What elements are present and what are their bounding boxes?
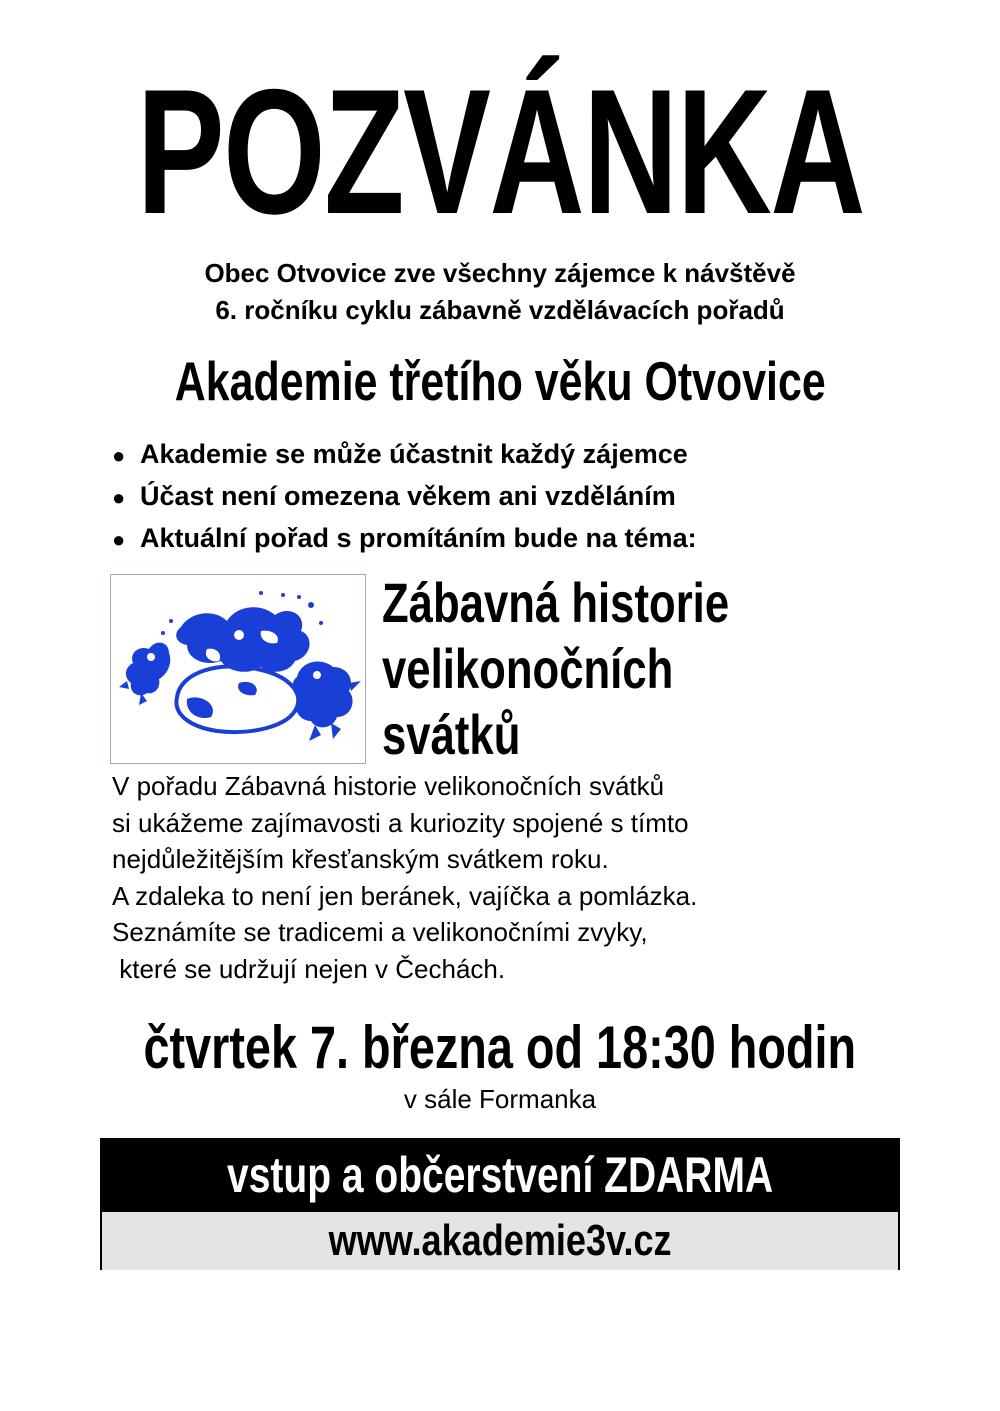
bullet-item [112,476,697,518]
bullet-dot-icon: ● [112,485,126,510]
admission-banner [102,1140,898,1210]
intro-line-2: 6. ročníku cyklu zábavně vzdělávacích pořadů [215,295,785,325]
bullet-list [112,434,697,560]
website-link[interactable]: www.akademie3v.cz [328,1216,672,1265]
intro-line-1: Obec Otvovice zve všechny zájemce k návštěvě [204,258,796,288]
bullet-item [112,434,697,476]
event-date-block [0,1015,1000,1081]
topic-heading [382,570,827,768]
topic-line-2: velikonočních [382,637,674,700]
title-block [0,52,1000,251]
page-title: POZVÁNKA [136,52,864,251]
topic-line-3: svátků [382,703,521,766]
topic-line-1: Zábavná historie [382,571,730,634]
event-date: čtvrtek 7. března od 18:30 hodin [143,1014,857,1081]
description-line: si ukážeme zajímavosti a kuriozity spojené s tímto [112,807,689,838]
footer-box [100,1138,900,1270]
event-venue: v sále Formanka [403,1084,597,1114]
description-line: A zdaleka to není jen beránek, vajíčka a pomlázka. [112,880,698,911]
website-banner [102,1210,898,1270]
intro-text [0,255,1000,329]
academy-heading: Akademie třetího věku Otvovice [174,350,826,412]
bullet-text: Aktuální pořad s promítáním bude na téma: [140,523,697,553]
bullet-item [112,518,697,560]
easter-chicks-icon [111,575,365,763]
bullet-dot-icon: ● [112,443,126,468]
description-line: Seznámíte se tradicemi a velikonočními zvyky, [112,917,648,947]
description-line: nejdůležitějším křesťanským svátkem roku. [112,844,609,874]
bullet-dot-icon: ● [112,527,126,552]
description [112,768,697,987]
bullet-text: Akademie se může účastnit každý zájemce [140,439,688,469]
academy-heading-block [0,350,1000,412]
description-line: které se udržují nejen v Čechách. [112,953,506,984]
easter-illustration [110,574,366,764]
description-line: V pořadu Zábavná historie velikonočních svátků [112,771,665,801]
bullet-text: Účast není omezena věkem ani vzděláním [140,481,676,511]
admission-text: vstup a občerstvení ZDARMA [226,1147,774,1203]
